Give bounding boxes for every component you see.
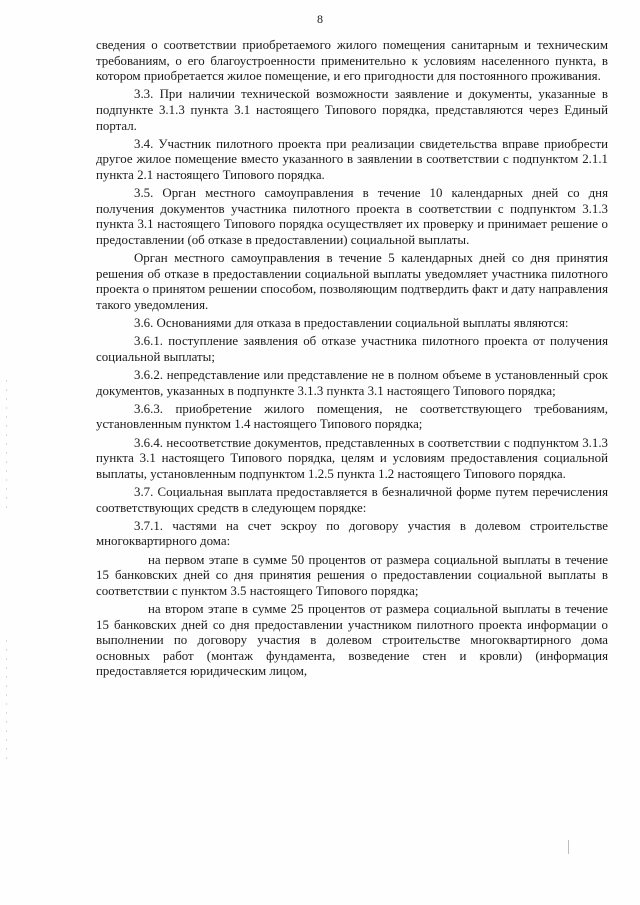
scan-artifact-mark <box>568 840 569 854</box>
paragraph-3-7: 3.7. Социальная выплата предоставляется в безналичной форме путем перечисления соответствующих средств в следующем порядке: <box>96 484 608 515</box>
paragraph-3-6-2: 3.6.2. непредставление или представление не в полном объеме в установленный срок документов, указанных в подпункте 3.1.3 пункта 3.1 настоящего Типового порядка; <box>96 368 608 398</box>
paragraph-notification: Орган местного самоуправления в течение 5 календарных дней со дня принятия решения об отказе в предоставлении социальной выплаты уведомляет участника пилотного проекта о принятом решении способом, позволяющим подтвердить факт и дату направления такого уведомления. <box>96 251 608 312</box>
paragraph-3-3: 3.3. При наличии технической возможности заявление и документы, указанные в подпункте 3.1.3 пункта 3.1 настоящего Типового порядка, представляются через Единый портал. <box>96 87 608 133</box>
paragraph-3-5: 3.5. Орган местного самоуправления в течение 10 календарных дней со дня получения документов участника пилотного проекта в соответствии с подпунктом 3.1.3 пункта 3.1 настоящего Типового порядка осуществляет их проверку и принимает решение о предоставлении (об отказе в предоставлении) социальной выплаты. <box>96 186 608 247</box>
scan-edge-marks <box>6 380 7 510</box>
paragraph-3-6-4: 3.6.4. несоответствие документов, представленных в соответствии с подпунктом 3.1.3 пункта 3.1 настоящего Типового порядка, целям и условиям предоставления социальной выплаты, установленным подпунктом 1.2.5 пункта 1.2 настоящего Типового порядка. <box>96 435 608 481</box>
page-number: 8 <box>317 12 323 26</box>
paragraph-stage-two: на втором этапе в сумме 25 процентов от размера социальной выплаты в течение 15 банковских дней со дня предоставлении участником пилотного проекта информации о выполнении по договору участия в долевом строительстве многоквартирного дома основных работ (монтаж фундамента, возведение стен и кровли) (информация предоставляется юридическим лицом, <box>96 601 608 679</box>
paragraph-3-6-1: 3.6.1. поступление заявления об отказе участника пилотного проекта от получения социальной выплаты; <box>96 334 608 364</box>
document-body <box>96 38 608 682</box>
paragraph-3-6-3: 3.6.3. приобретение жилого помещения, не соответствующего требованиям, установленным пунктом 1.4 настоящего Типового порядка; <box>96 401 608 432</box>
paragraph-3-7-1: 3.7.1. частями на счет эскроу по договору участия в долевом строительстве многоквартирного дома: <box>96 518 608 549</box>
paragraph-3-4: 3.4. Участник пилотного проекта при реализации свидетельства вправе приобрести другое жилое помещение вместо указанного в заявлении в соответствии с подпунктом 2.1.1 пункта 2.1 настоящего Типового порядка. <box>96 136 608 182</box>
scan-edge-marks <box>6 640 7 760</box>
paragraph-3-6: 3.6. Основаниями для отказа в предоставлении социальной выплаты являются: <box>134 316 569 331</box>
paragraph-continuation: сведения о соответствии приобретаемого жилого помещения санитарным и техническим требованиям, о его благоустроенности применительно к условиям населенного пункта, в котором приобретается жилое помещение, и его пригодности для постоянного проживания. <box>96 38 608 84</box>
paragraph-stage-one: на первом этапе в сумме 50 процентов от размера социальной выплаты в течение 15 банковских дней со дня принятия решения о предоставлении социальной выплаты в соответствии с пунктом 3.5 настоящего Типового порядка; <box>96 552 608 598</box>
